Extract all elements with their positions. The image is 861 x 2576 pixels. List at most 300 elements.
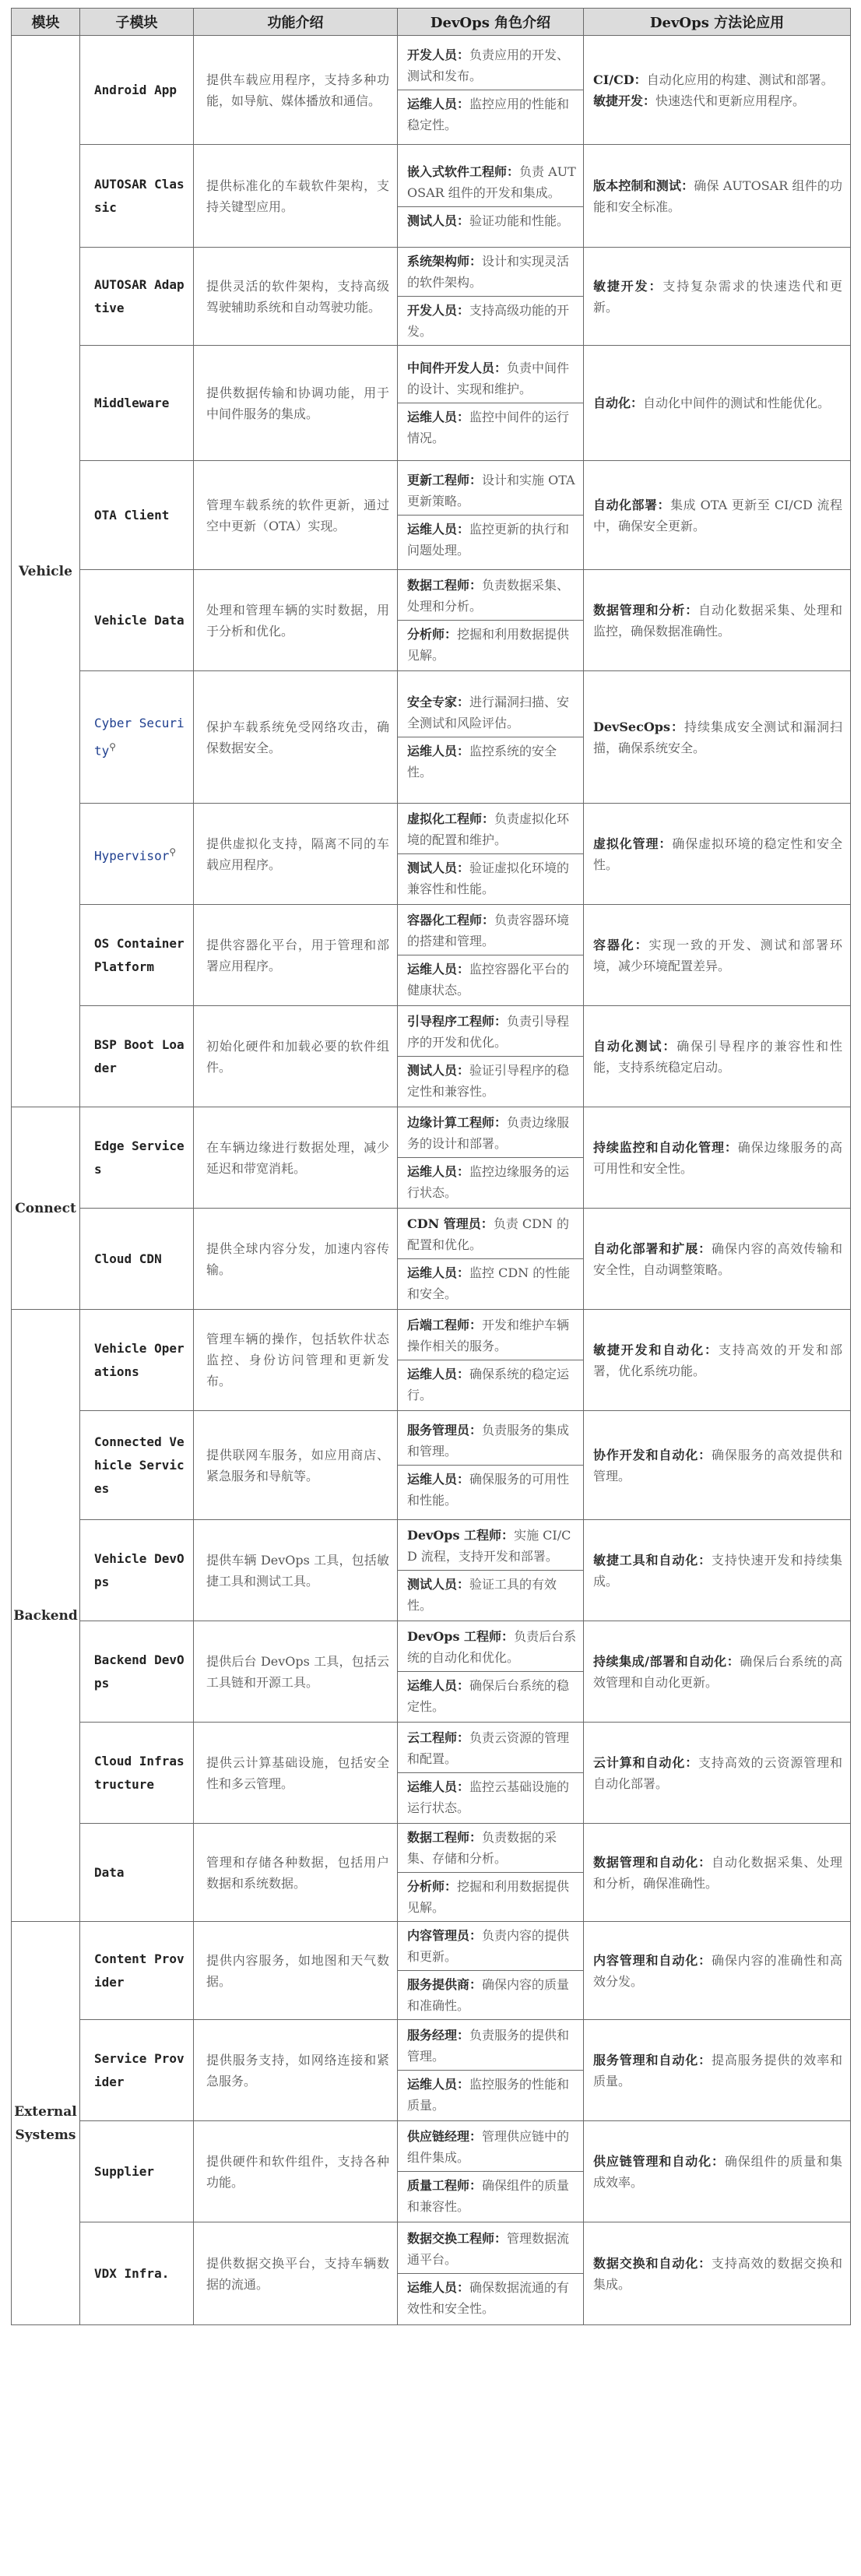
role-entry	[398, 1056, 583, 1105]
methodology-cell	[584, 1621, 851, 1723]
role-entry	[398, 688, 583, 737]
role-entry-title: 运维人员：	[407, 1367, 470, 1381]
role-entry-desc: 开发和维护车辆操作相关的服务。	[407, 1318, 570, 1353]
table-row	[12, 1006, 851, 1107]
submodule-cell	[80, 145, 194, 248]
role-entry	[398, 2070, 583, 2119]
meth-entry-title: 虚拟化管理：	[593, 836, 673, 851]
role-entry	[398, 2225, 583, 2273]
role-entry-title: DevOps 工程师：	[407, 1629, 515, 1644]
role-entry	[398, 1522, 583, 1570]
devops-table	[11, 8, 851, 2325]
role-entry-desc: 负责中间件的设计、实现和维护。	[407, 361, 570, 396]
role-entry-title: 运维人员：	[407, 1265, 470, 1280]
methodology-cell	[584, 1520, 851, 1621]
roles-cell	[398, 346, 584, 461]
role-entry-desc: 监控系统的安全性。	[407, 744, 557, 779]
role-entry	[398, 1570, 583, 1619]
meth-entry-title: 数据管理和自动化：	[593, 1854, 712, 1870]
role-entry-desc: 负责服务的提供和管理。	[407, 2028, 570, 2064]
table-row	[12, 2121, 851, 2222]
roles-cell	[398, 145, 584, 248]
methodology-cell	[584, 1411, 851, 1520]
meth-entry	[593, 90, 842, 111]
role-entry-title: 运维人员：	[407, 1472, 470, 1487]
magnifier-icon[interactable]: ⚲	[169, 846, 177, 857]
role-entry	[398, 1210, 583, 1258]
table-row	[12, 905, 851, 1006]
meth-entry-desc: 自动化数据采集、处理和监控，确保数据准确性。	[593, 602, 842, 639]
role-entry-desc: 设计和实现灵活的软件架构。	[407, 254, 570, 290]
role-entry-title: 云工程师：	[407, 1730, 470, 1745]
meth-entry-desc: 确保内容的准确性和高效分发。	[593, 1952, 842, 1989]
function-cell: 初始化硬件和加载必要的软件组件。	[194, 1006, 398, 1107]
meth-entry-title: 自动化部署和扩展：	[593, 1240, 712, 1256]
meth-entry	[593, 1445, 842, 1487]
role-entry	[398, 296, 583, 345]
submodule-name: Backend DevOps	[94, 1652, 184, 1691]
roles-cell	[398, 2121, 584, 2222]
roles-cell	[398, 1006, 584, 1107]
meth-entry	[593, 175, 842, 217]
role-entry-title: 测试人员：	[407, 860, 470, 875]
table-row	[12, 1209, 851, 1310]
role-entry-title: 运维人员：	[407, 522, 470, 537]
function-cell: 提供容器化平台，用于管理和部署应用程序。	[194, 905, 398, 1006]
submodule-name: AUTOSAR Classic	[94, 176, 184, 215]
role-entry	[398, 2171, 583, 2220]
role-entry	[398, 1258, 583, 1307]
methodology-cell	[584, 804, 851, 905]
meth-entry-desc: 确保 AUTOSAR 组件的功能和安全标准。	[593, 178, 842, 214]
role-entry-desc: 负责数据的采集、存储和分析。	[407, 1830, 557, 1866]
meth-entry	[593, 392, 842, 413]
meth-entry	[593, 2050, 842, 2092]
magnifier-icon[interactable]: ⚲	[109, 741, 117, 752]
meth-entry	[593, 494, 842, 537]
role-entry	[398, 853, 583, 903]
meth-entry	[593, 1651, 842, 1693]
submodule-name: Middleware	[94, 395, 170, 410]
role-entry-title: 系统架构师：	[407, 254, 483, 269]
meth-entry-desc: 确保服务的高效提供和管理。	[593, 1447, 842, 1483]
role-entry-title: 运维人员：	[407, 962, 470, 977]
role-entry-title: 运维人员：	[407, 410, 470, 424]
role-entry	[398, 248, 583, 296]
meth-entry	[593, 833, 842, 875]
role-entry-title: 供应链经理：	[407, 2129, 483, 2144]
table-row	[12, 2020, 851, 2121]
function-cell: 提供服务支持，如网络连接和紧急服务。	[194, 2020, 398, 2121]
meth-entry	[593, 2253, 842, 2295]
submodule-cell	[80, 2121, 194, 2222]
table-row	[12, 1824, 851, 1922]
roles-cell	[398, 804, 584, 905]
meth-entry-title: 版本控制和测试：	[593, 178, 694, 193]
role-entry-title: 测试人员：	[407, 1577, 470, 1592]
roles-cell	[398, 905, 584, 1006]
submodule-cell	[80, 1006, 194, 1107]
role-entry-title: 容器化工程师：	[407, 913, 495, 927]
function-cell: 管理车载系统的软件更新，通过空中更新（OTA）实现。	[194, 461, 398, 570]
role-entry-desc: 负责数据采集、处理和分析。	[407, 578, 570, 614]
role-entry	[398, 1416, 583, 1465]
function-cell: 提供灵活的软件架构，支持高级驾驶辅助系统和自动驾驶功能。	[194, 248, 398, 346]
meth-entry-title: CI/CD：	[593, 72, 647, 87]
role-entry	[398, 403, 583, 452]
role-entry	[398, 1671, 583, 1720]
meth-entry	[593, 1339, 842, 1381]
function-cell: 提供内容服务，如地图和天气数据。	[194, 1922, 398, 2020]
role-entry-title: 数据交换工程师：	[407, 2231, 508, 2246]
role-entry-title: 分析师：	[407, 1879, 458, 1894]
meth-entry-desc: 确保虚拟环境的稳定性和安全性。	[593, 836, 842, 872]
meth-entry	[593, 934, 842, 977]
role-entry-title: 后端工程师：	[407, 1318, 483, 1332]
function-cell: 处理和管理车辆的实时数据，用于分析和优化。	[194, 570, 398, 671]
meth-entry-title: 敏捷开发和自动化：	[593, 1342, 719, 1357]
submodule-cell	[80, 1824, 194, 1922]
meth-entry-desc: 确保内容的高效传输和安全性，自动调整策略。	[593, 1240, 842, 1277]
meth-entry	[593, 1752, 842, 1794]
submodule-cell	[80, 1520, 194, 1621]
role-entry-desc: 负责内容的提供和更新。	[407, 1928, 570, 1964]
roles-cell	[398, 671, 584, 804]
module-cell: External Systems	[12, 1922, 80, 2325]
roles-cell	[398, 1209, 584, 1310]
role-entry-desc: 实施 CI/CD 流程，支持开发和部署。	[407, 1528, 571, 1564]
meth-entry-title: 容器化：	[593, 937, 649, 952]
role-entry	[398, 206, 583, 234]
meth-entry-desc: 自动化中间件的测试和性能优化。	[643, 396, 831, 410]
header-submodule: 子模块	[80, 9, 194, 36]
role-entry-desc: 监控 CDN 的性能和安全。	[407, 1265, 571, 1301]
table-row	[12, 461, 851, 570]
methodology-cell	[584, 36, 851, 145]
role-entry	[398, 90, 583, 139]
meth-entry-desc: 自动化数据采集、处理和分析，确保准确性。	[593, 1854, 842, 1891]
submodule-name: Vehicle Data	[94, 612, 184, 628]
submodule-name: Service Provider	[94, 2050, 184, 2089]
role-entry-title: 开发人员：	[407, 303, 470, 318]
role-entry-desc: 设计和实施 OTA 更新策略。	[407, 473, 575, 509]
role-entry-title: 嵌入式软件工程师：	[407, 164, 520, 179]
role-entry-desc: 监控容器化平台的健康状态。	[407, 962, 570, 998]
role-entry-title: 数据工程师：	[407, 1830, 483, 1845]
role-entry	[398, 805, 583, 853]
methodology-cell	[584, 1824, 851, 1922]
roles-cell	[398, 1107, 584, 1209]
meth-entry-desc: 支持高效的云资源管理和自动化部署。	[593, 1754, 842, 1791]
role-entry-title: 运维人员：	[407, 1678, 470, 1693]
role-entry-desc: 负责引导程序的开发和优化。	[407, 1014, 570, 1050]
function-cell: 提供数据传输和协调功能，用于中间件服务的集成。	[194, 346, 398, 461]
meth-entry-title: 服务管理和自动化：	[593, 2052, 712, 2067]
meth-entry	[593, 1852, 842, 1894]
role-entry-desc: 验证功能和性能。	[469, 213, 570, 228]
submodule-name: Vehicle DevOps	[94, 1550, 184, 1589]
role-entry-desc: 监控应用的性能和稳定性。	[407, 97, 570, 132]
roles-cell	[398, 1310, 584, 1411]
role-entry	[398, 1922, 583, 1970]
function-cell: 提供联网车服务，如应用商店、紧急服务和导航等。	[194, 1411, 398, 1520]
role-entry	[398, 1109, 583, 1157]
role-entry	[398, 2123, 583, 2171]
role-entry-desc: 负责服务的集成和管理。	[407, 1423, 570, 1459]
meth-entry	[593, 2151, 842, 2193]
submodule-cell	[80, 1922, 194, 2020]
function-cell: 提供虚拟化支持，隔离不同的车载应用程序。	[194, 804, 398, 905]
function-cell: 保护车载系统免受网络攻击，确保数据安全。	[194, 671, 398, 804]
meth-entry-desc: 持续集成安全测试和漏洞扫描，确保系统安全。	[593, 719, 842, 755]
submodule-cell	[80, 905, 194, 1006]
meth-entry-desc: 支持高效的开发和部署，优化系统功能。	[593, 1342, 842, 1378]
submodule-cell	[80, 1621, 194, 1723]
role-entry	[398, 354, 583, 403]
meth-entry-title: DevSecOps：	[593, 719, 684, 734]
meth-entry-desc: 自动化应用的构建、测试和部署。	[646, 72, 834, 87]
table-row	[12, 671, 851, 804]
role-entry-title: 内容管理员：	[407, 1928, 483, 1943]
submodule-name: VDX Infra.	[94, 2265, 170, 2281]
submodule-name: Content Provider	[94, 1951, 184, 1990]
meth-entry-desc: 确保边缘服务的高可用性和安全性。	[593, 1139, 842, 1176]
role-entry-desc: 负责虚拟化环境的配置和维护。	[407, 811, 570, 847]
methodology-cell	[584, 2020, 851, 2121]
meth-entry	[593, 1550, 842, 1592]
meth-entry-title: 自动化测试：	[593, 1038, 677, 1054]
module-cell: Connect	[12, 1107, 80, 1310]
role-entry-title: 服务提供商：	[407, 1977, 483, 1992]
devops-table-container	[11, 8, 850, 2325]
submodule-cell	[80, 2222, 194, 2325]
submodule-cell	[80, 1411, 194, 1520]
meth-entry-desc: 确保引导程序的兼容性和性能，支持系统稳定启动。	[593, 1038, 842, 1075]
roles-cell	[398, 2020, 584, 2121]
meth-entry-desc: 支持高效的数据交换和集成。	[593, 2255, 842, 2292]
table-row	[12, 346, 851, 461]
role-entry-title: 运维人员：	[407, 2077, 470, 2092]
role-entry	[398, 158, 583, 206]
role-entry-desc: 确保内容的质量和准确性。	[407, 1977, 570, 2013]
table-row	[12, 36, 851, 145]
role-entry-desc: 进行漏洞扫描、安全测试和风险评估。	[407, 695, 570, 730]
function-cell: 提供全球内容分发，加速内容传输。	[194, 1209, 398, 1310]
meth-entry-desc: 快速迭代和更新应用程序。	[655, 93, 806, 108]
methodology-cell	[584, 1310, 851, 1411]
submodule-cell[interactable]	[80, 804, 194, 905]
submodule-name[interactable]: Cyber Security	[94, 715, 184, 758]
role-entry-desc: 负责 AUTOSAR 组件的开发和集成。	[407, 164, 576, 200]
meth-entry	[593, 1238, 842, 1280]
role-entry-title: 运维人员：	[407, 97, 470, 111]
role-entry	[398, 2022, 583, 2070]
meth-entry-title: 敏捷开发：	[593, 278, 663, 294]
submodule-name: OS Container Platform	[94, 935, 184, 974]
table-row	[12, 1411, 851, 1520]
meth-entry-title: 敏捷工具和自动化：	[593, 1552, 712, 1568]
roles-cell	[398, 1621, 584, 1723]
submodule-cell	[80, 1310, 194, 1411]
role-entry-title: 边缘计算工程师：	[407, 1115, 508, 1130]
table-row	[12, 1922, 851, 2020]
submodule-cell	[80, 248, 194, 346]
role-entry-desc: 管理供应链中的组件集成。	[407, 2129, 570, 2165]
role-entry-title: 安全专家：	[407, 695, 470, 709]
role-entry-title: CDN 管理员：	[407, 1216, 494, 1231]
role-entry-desc: 支持高级功能的开发。	[407, 303, 570, 339]
module-cell: Vehicle	[12, 36, 80, 1107]
role-entry	[398, 1872, 583, 1921]
table-row	[12, 1107, 851, 1209]
role-entry	[398, 1465, 583, 1514]
methodology-cell	[584, 1922, 851, 2020]
role-entry-desc: 验证引导程序的稳定性和兼容性。	[407, 1063, 570, 1099]
table-row	[12, 145, 851, 248]
meth-entry-title: 云计算和自动化：	[593, 1754, 699, 1770]
submodule-name[interactable]: Hypervisor	[94, 848, 170, 864]
methodology-cell	[584, 1107, 851, 1209]
submodule-name: Android App	[94, 82, 177, 97]
methodology-cell	[584, 1723, 851, 1824]
role-entry-title: 服务管理员：	[407, 1423, 483, 1438]
methodology-cell	[584, 346, 851, 461]
function-cell: 提供后台 DevOps 工具，包括云工具链和开源工具。	[194, 1621, 398, 1723]
roles-cell	[398, 1520, 584, 1621]
role-entry-desc: 负责云资源的管理和配置。	[407, 1730, 570, 1766]
submodule-cell	[80, 1209, 194, 1310]
submodule-cell[interactable]	[80, 671, 194, 804]
role-entry-title: 更新工程师：	[407, 473, 483, 487]
role-entry-desc: 负责后台系统的自动化和优化。	[407, 1629, 577, 1665]
meth-entry-desc: 确保后台系统的高效管理和自动化更新。	[593, 1653, 842, 1690]
table-row	[12, 1723, 851, 1824]
submodule-name: Data	[94, 1864, 125, 1880]
module-cell: Backend	[12, 1310, 80, 1922]
meth-entry-title: 敏捷开发：	[593, 93, 656, 108]
submodule-name: Cloud CDN	[94, 1251, 162, 1266]
role-entry	[398, 1970, 583, 2019]
role-entry	[398, 1724, 583, 1772]
role-entry	[398, 1157, 583, 1206]
meth-entry-desc: 确保组件的质量和集成效率。	[593, 2153, 842, 2190]
submodule-name: OTA Client	[94, 507, 170, 523]
meth-entry-desc: 提高服务提供的效率和质量。	[593, 2052, 842, 2089]
role-entry	[398, 1008, 583, 1056]
role-entry	[398, 466, 583, 515]
meth-entry	[593, 1137, 842, 1179]
role-entry	[398, 2273, 583, 2322]
function-cell: 提供云计算基础设施，包括安全性和多云管理。	[194, 1723, 398, 1824]
role-entry-title: 运维人员：	[407, 1164, 470, 1179]
role-entry-desc: 监控更新的执行和问题处理。	[407, 522, 570, 558]
submodule-cell	[80, 461, 194, 570]
table-row	[12, 248, 851, 346]
methodology-cell	[584, 1006, 851, 1107]
role-entry-desc: 确保数据流通的有效性和安全性。	[407, 2280, 570, 2316]
role-entry-desc: 挖掘和利用数据提供见解。	[407, 627, 570, 663]
function-cell: 提供车载应用程序，支持多种功能，如导航、媒体播放和通信。	[194, 36, 398, 145]
meth-entry-title: 持续集成/部署和自动化：	[593, 1653, 740, 1669]
roles-cell	[398, 36, 584, 145]
methodology-cell	[584, 145, 851, 248]
roles-cell	[398, 1723, 584, 1824]
submodule-cell	[80, 2020, 194, 2121]
meth-entry-title: 供应链管理和自动化：	[593, 2153, 725, 2169]
meth-entry-title: 内容管理和自动化：	[593, 1952, 712, 1968]
role-entry-title: 测试人员：	[407, 213, 470, 228]
role-entry	[398, 1772, 583, 1821]
role-entry-title: 服务经理：	[407, 2028, 470, 2043]
role-entry	[398, 906, 583, 955]
submodule-cell	[80, 1107, 194, 1209]
role-entry	[398, 1311, 583, 1360]
role-entry-title: 测试人员：	[407, 1063, 470, 1078]
meth-entry-desc: 支持复杂需求的快速迭代和更新。	[593, 278, 842, 315]
header-function: 功能介绍	[194, 9, 398, 36]
role-entry-title: 分析师：	[407, 627, 458, 642]
meth-entry	[593, 69, 842, 90]
role-entry-desc: 确保组件的质量和兼容性。	[407, 2178, 570, 2214]
role-entry-title: 运维人员：	[407, 744, 470, 758]
submodule-cell	[80, 346, 194, 461]
roles-cell	[398, 1824, 584, 1922]
roles-cell	[398, 1411, 584, 1520]
function-cell: 提供数据交换平台，支持车辆数据的流通。	[194, 2222, 398, 2325]
role-entry	[398, 737, 583, 786]
meth-entry	[593, 600, 842, 642]
methodology-cell	[584, 248, 851, 346]
table-row	[12, 2222, 851, 2325]
meth-entry-desc: 集成 OTA 更新至 CI/CD 流程中，确保安全更新。	[593, 497, 842, 533]
role-entry-desc: 监控云基础设施的运行状态。	[407, 1779, 570, 1815]
meth-entry	[593, 716, 842, 758]
role-entry	[398, 955, 583, 1004]
table-row	[12, 1520, 851, 1621]
role-entry-desc: 监控边缘服务的运行状态。	[407, 1164, 570, 1200]
meth-entry	[593, 276, 842, 318]
methodology-cell	[584, 2121, 851, 2222]
role-entry-desc: 确保服务的可用性和性能。	[407, 1472, 570, 1508]
meth-entry	[593, 1950, 842, 1992]
role-entry-title: 质量工程师：	[407, 2178, 483, 2193]
role-entry	[398, 515, 583, 564]
submodule-name: Vehicle Operations	[94, 1340, 184, 1379]
role-entry	[398, 1623, 583, 1671]
methodology-cell	[584, 570, 851, 671]
role-entry-desc: 监控服务的性能和质量。	[407, 2077, 570, 2113]
role-entry-desc: 负责 CDN 的配置和优化。	[407, 1216, 570, 1252]
header-row	[12, 9, 851, 36]
methodology-cell	[584, 461, 851, 570]
role-entry-desc: 管理数据流通平台。	[407, 2231, 570, 2267]
meth-entry-title: 数据交换和自动化：	[593, 2255, 712, 2271]
role-entry	[398, 620, 583, 669]
header-devops-methodology: DevOps 方法论应用	[584, 9, 851, 36]
roles-cell	[398, 2222, 584, 2325]
function-cell: 在车辆边缘进行数据处理，减少延迟和带宽消耗。	[194, 1107, 398, 1209]
role-entry-desc: 验证工具的有效性。	[407, 1577, 557, 1613]
methodology-cell	[584, 671, 851, 804]
meth-entry-title: 持续监控和自动化管理：	[593, 1139, 738, 1155]
role-entry-title: 引导程序工程师：	[407, 1014, 508, 1029]
roles-cell	[398, 248, 584, 346]
submodule-name: Edge Services	[94, 1138, 184, 1177]
methodology-cell	[584, 905, 851, 1006]
role-entry-desc: 监控中间件的运行情况。	[407, 410, 570, 445]
roles-cell	[398, 461, 584, 570]
function-cell: 提供硬件和软件组件，支持各种功能。	[194, 2121, 398, 2222]
